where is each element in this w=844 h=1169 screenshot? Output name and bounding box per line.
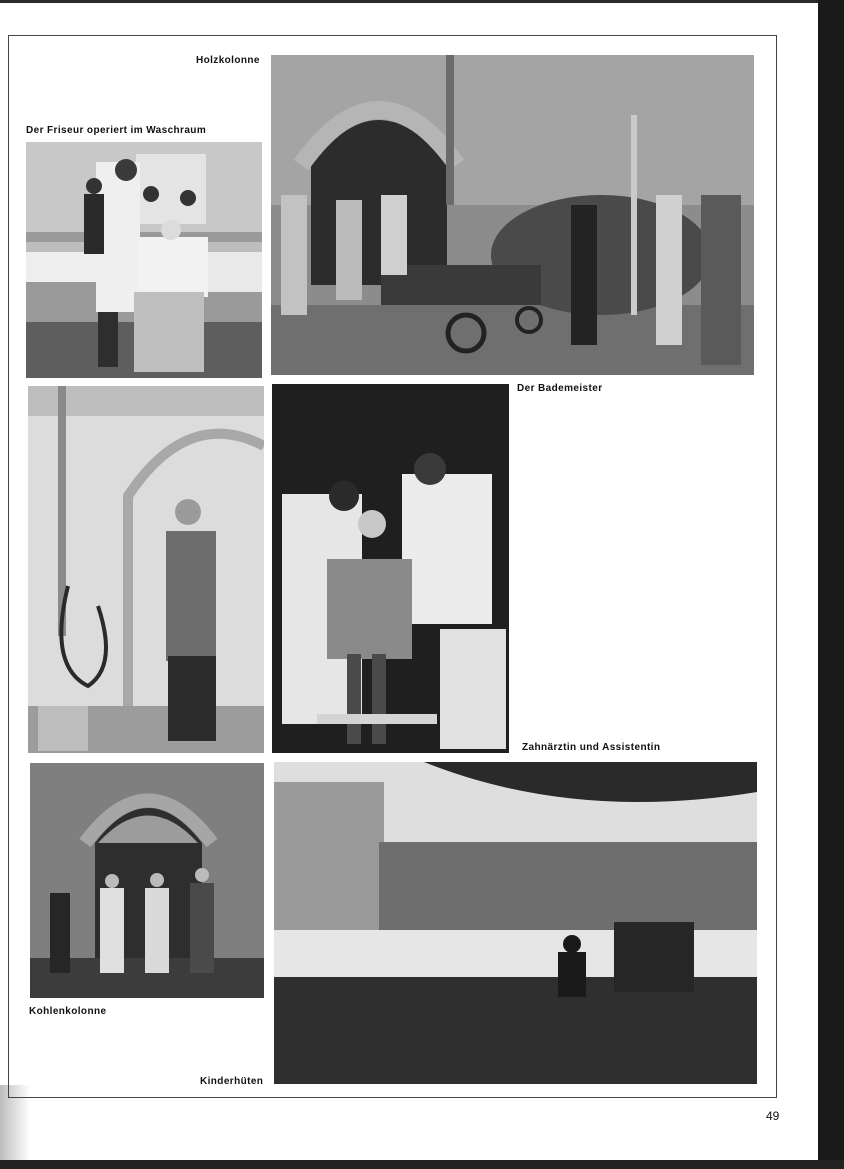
caption-zahnaerztin: Zahnärztin und Assistentin	[522, 742, 661, 753]
photo-bademeister	[28, 386, 264, 753]
photo-kohlenkolonne	[30, 763, 264, 998]
photo-zahnaerztin	[272, 384, 509, 753]
photo-kinderhueten	[274, 762, 757, 1084]
photo-friseur	[26, 142, 262, 378]
caption-bademeister: Der Bademeister	[517, 383, 603, 394]
photo-holzkolonne	[271, 55, 754, 375]
caption-holzkolonne: Holzkolonne	[196, 55, 260, 66]
scan-bottom-edge	[0, 1160, 844, 1169]
caption-kohlenkolonne: Kohlenkolonne	[29, 1006, 107, 1017]
top-edge-line	[0, 0, 818, 3]
scan-right-edge	[818, 0, 844, 1169]
caption-friseur: Der Friseur operiert im Waschraum	[26, 125, 207, 136]
caption-kinderhueten: Kinderhüten	[200, 1076, 264, 1087]
page-number: 49	[766, 1109, 780, 1123]
